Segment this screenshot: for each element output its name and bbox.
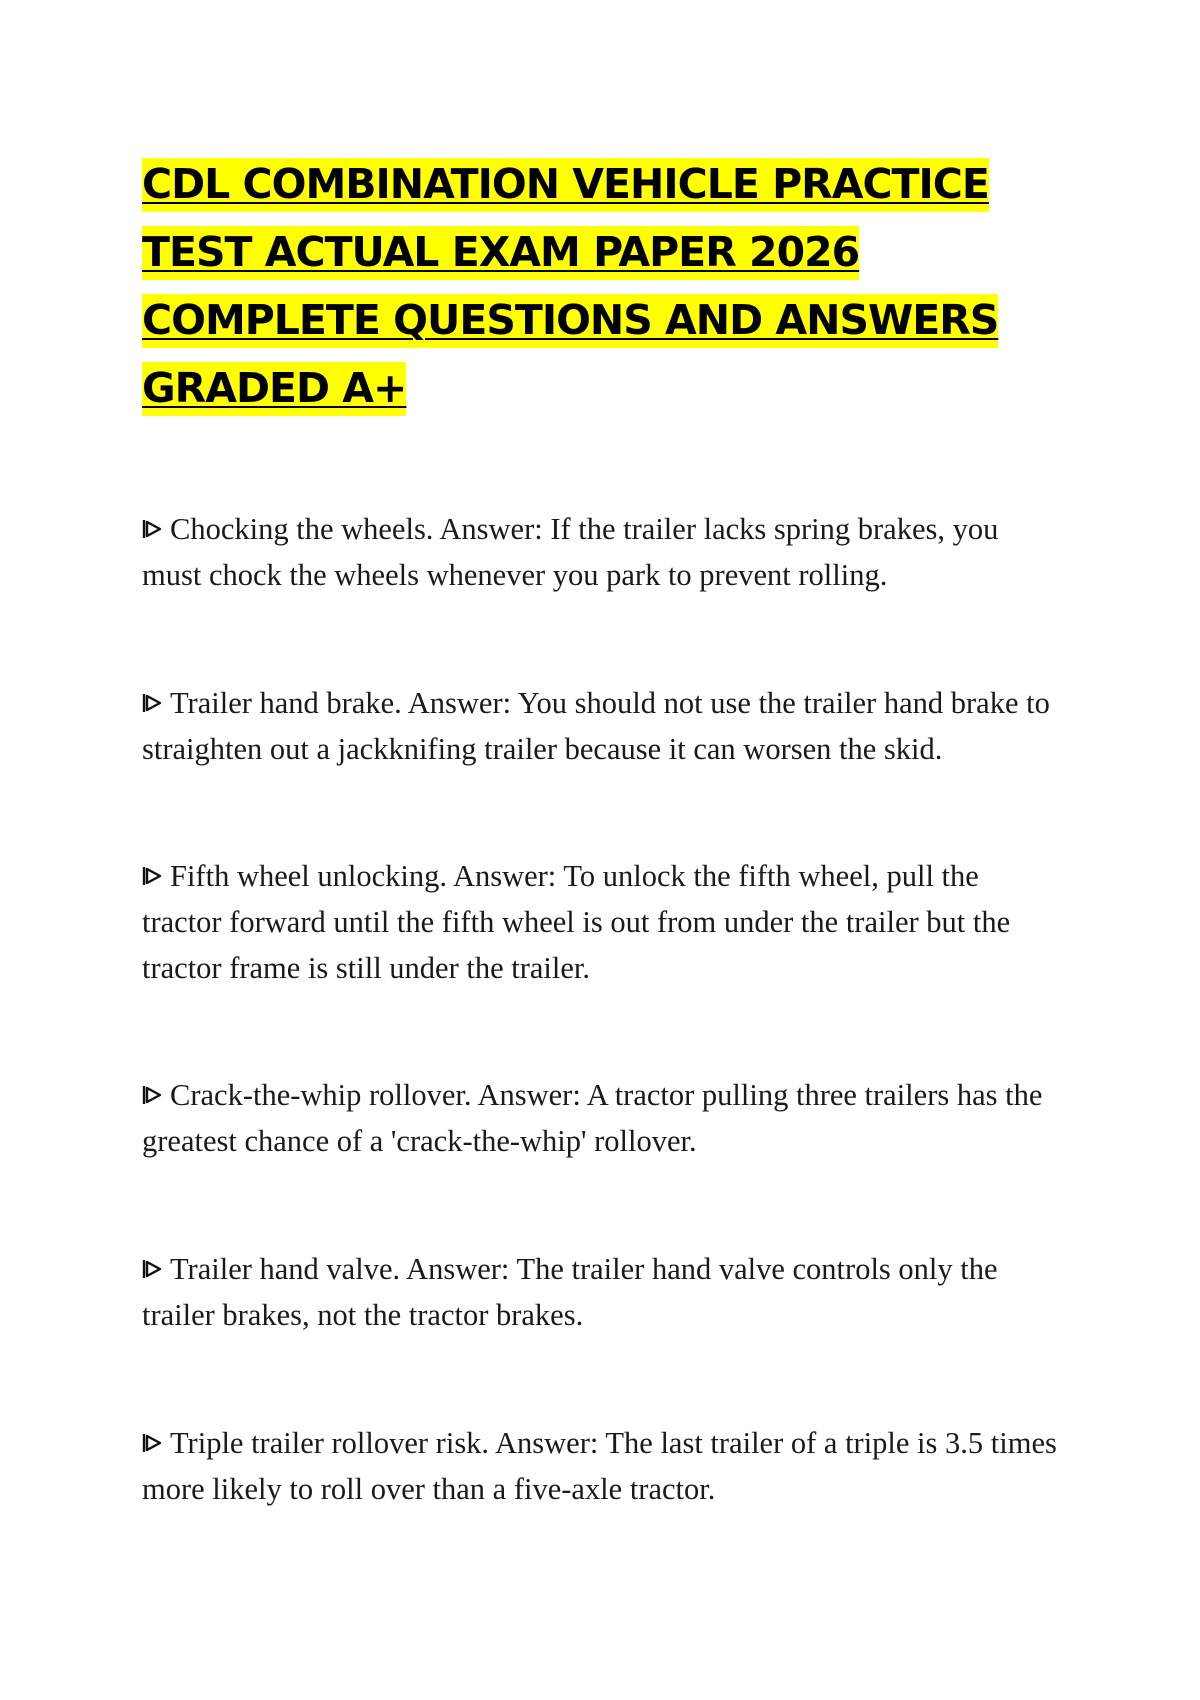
- qa-text: Triple trailer rollover risk. Answer: The last trailer of a triple is 3.5 times more likely to roll over than a five-axle tractor.: [142, 1426, 1057, 1506]
- triangle-arrow-icon: [142, 1432, 164, 1454]
- triangle-arrow-icon: [142, 1258, 164, 1280]
- qa-item: [142, 506, 1062, 598]
- document-title: [142, 150, 1042, 422]
- qa-item: [142, 1246, 1062, 1338]
- qa-text: Trailer hand brake. Answer: You should not use the trailer hand brake to straighten out a jackknifing trailer because it can worsen the skid.: [142, 686, 1050, 766]
- triangle-arrow-icon: [142, 1084, 164, 1106]
- qa-text: Fifth wheel unlocking. Answer: To unlock the fifth wheel, pull the tractor forward until the fifth wheel is out from under the trailer but the tractor frame is still under the trailer.: [142, 859, 1011, 985]
- triangle-arrow-icon: [142, 865, 164, 887]
- qa-item: [142, 1420, 1062, 1512]
- qa-text: Crack-the-whip rollover. Answer: A tractor pulling three trailers has the greatest chance of a 'crack-the-whip' rollover.: [142, 1078, 1043, 1158]
- qa-item: [142, 853, 1062, 991]
- triangle-arrow-icon: [142, 518, 164, 540]
- qa-text: Trailer hand valve. Answer: The trailer hand valve controls only the trailer brakes, not the tractor brakes.: [142, 1252, 998, 1332]
- qa-item: [142, 680, 1062, 772]
- qa-text: Chocking the wheels. Answer: If the trailer lacks spring brakes, you must chock the wheels whenever you park to prevent rolling.: [142, 512, 999, 592]
- triangle-arrow-icon: [142, 692, 164, 714]
- qa-item: [142, 1072, 1062, 1164]
- title-highlight: CDL COMBINATION VEHICLE PRACTICE TEST ACTUAL EXAM PAPER 2026 COMPLETE QUESTIONS AND ANSWERS GRADED A+: [142, 158, 998, 416]
